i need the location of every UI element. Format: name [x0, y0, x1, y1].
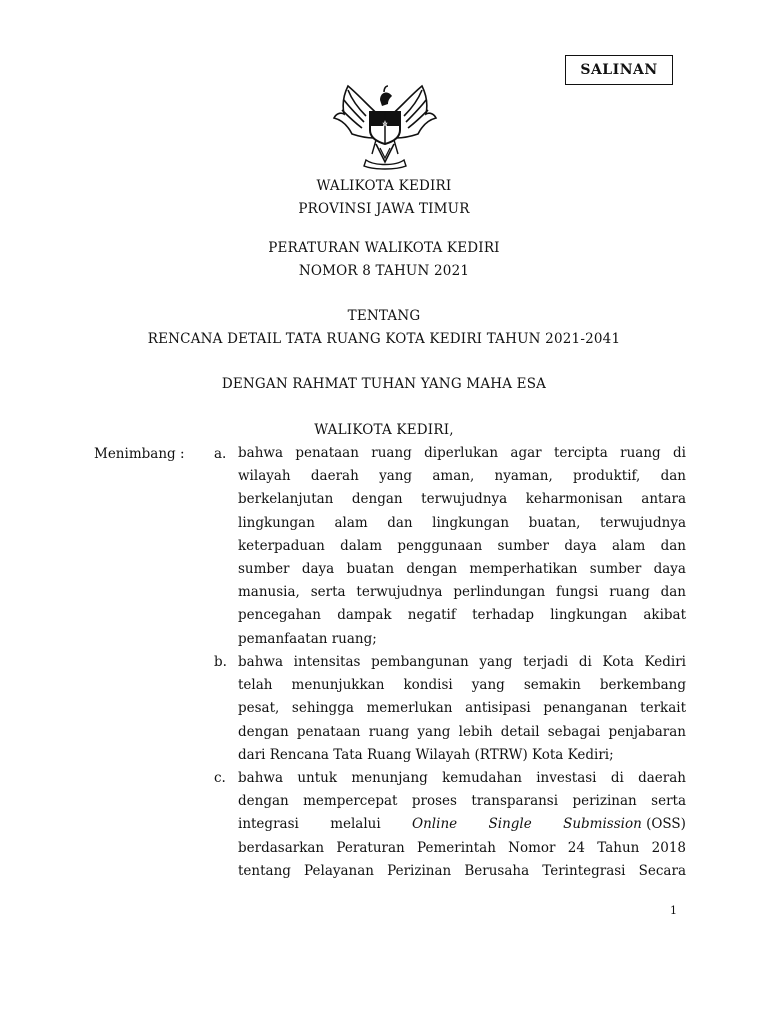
salinan-stamp: SALINAN: [565, 55, 673, 85]
text-line: keterpaduan dalam penggunaan sumber daya alam dan: [238, 537, 686, 554]
word: (OSS): [646, 816, 686, 833]
word: integrasi: [238, 816, 299, 833]
text-line: berdasarkan Peraturan Pemerintah Nomor 24 Tahun 2018: [238, 839, 686, 856]
text-line: manusia, serta terwujudnya perlindungan fungsi ruang dan: [238, 584, 686, 601]
heading-provinsi: PROVINSI JAWA TIMUR: [298, 201, 470, 217]
text-line: dengan penataan ruang yang lebih detail sebagai penjabaran: [238, 723, 686, 740]
text-line: wilayah daerah yang aman, nyaman, produktif, dan: [238, 468, 686, 485]
text-line: sumber daya buatan dengan memperhatikan sumber daya: [238, 560, 686, 577]
text-line: dengan mempercepat proses transparansi perizinan serta: [238, 793, 686, 810]
text-line: pemanfaatan ruang;: [238, 630, 377, 647]
page-number: 1: [670, 904, 677, 917]
text-line: lingkungan alam dan lingkungan buatan, terwujudnya: [238, 514, 686, 531]
heading-walikota: WALIKOTA KEDIRI: [316, 178, 452, 194]
item-b-text: [238, 651, 686, 767]
text-line-integrasi: [238, 813, 686, 836]
word-italic: Submission: [563, 816, 642, 833]
item-a-text: [238, 442, 686, 651]
text-line: berkelanjutan dengan terwujudnya keharmonisan antara: [238, 491, 686, 508]
item-c-text: [238, 767, 686, 883]
text-line: bahwa untuk menunjang kemudahan investasi di daerah: [238, 770, 686, 786]
heading-peraturan: PERATURAN WALIKOTA KEDIRI: [268, 240, 500, 256]
text-line: bahwa penataan ruang diperlukan agar tercipta ruang di: [238, 445, 686, 461]
text-line: telah menunjukkan kondisi yang semakin berkembang: [238, 677, 686, 694]
heading-rahmat: DENGAN RAHMAT TUHAN YANG MAHA ESA: [221, 376, 547, 392]
heading-tentang: TENTANG: [347, 308, 421, 324]
item-letter-a: a.: [214, 446, 227, 462]
word: melalui: [330, 816, 381, 833]
text-line: pencegahan dampak negatif terhadap lingkungan akibat: [238, 607, 686, 624]
text-line: pesat, sehingga memerlukan antisipasi penanganan terkait: [238, 700, 686, 717]
heading-nomor: NOMOR 8 TAHUN 2021: [298, 263, 470, 279]
heading-walikota-comma: WALIKOTA KEDIRI,: [314, 422, 454, 438]
text-line: tentang Pelayanan Perizinan Berusaha Terintegrasi Secara: [238, 862, 686, 879]
item-letter-b: b.: [214, 654, 227, 670]
menimbang-label: Menimbang :: [94, 446, 185, 462]
garuda-emblem-icon: [330, 78, 440, 170]
word-italic: Online: [412, 816, 458, 833]
word-italic: Single: [488, 816, 532, 833]
text-line: bahwa intensitas pembangunan yang terjadi di Kota Kediri: [238, 654, 686, 670]
text-line: dari Rencana Tata Ruang Wilayah (RTRW) Kota Kediri;: [238, 746, 614, 763]
item-letter-c: c.: [214, 770, 226, 786]
heading-title: RENCANA DETAIL TATA RUANG KOTA KEDIRI TAHUN 2021-2041: [147, 331, 621, 347]
